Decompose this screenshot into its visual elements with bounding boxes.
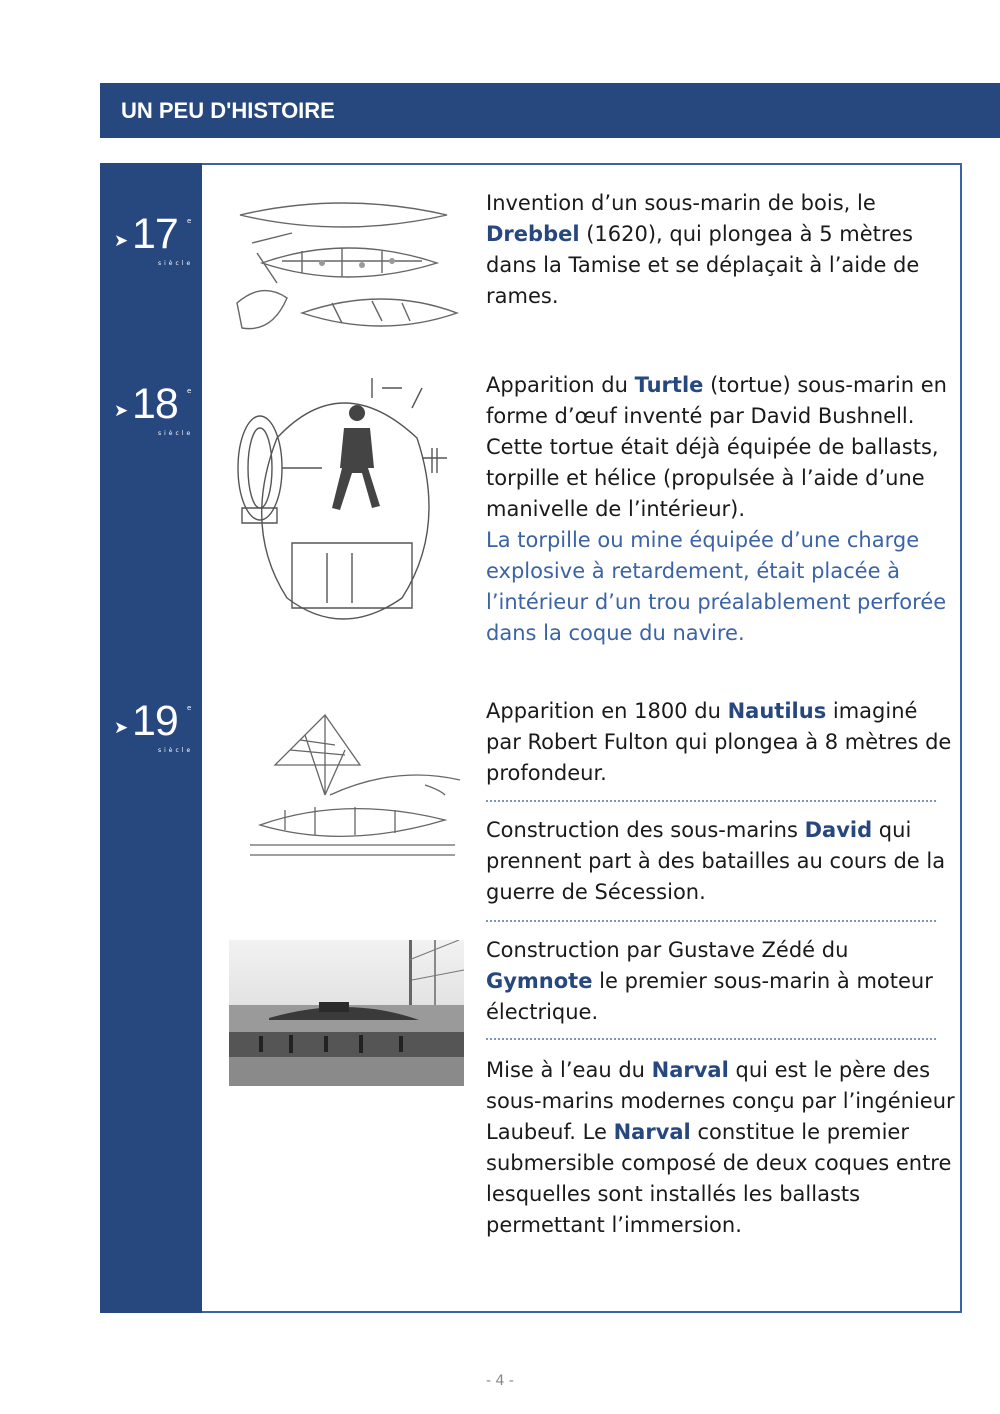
entry-text-part: (1620), qui plongea à 5 mètres dans la Tamise et se déplaçait à l’aide de rames. <box>486 222 920 308</box>
nautilus-illustration <box>245 695 465 870</box>
entry-text-part: Construction par Gustave Zédé du <box>486 938 849 962</box>
entry-text-part: Apparition en 1800 du <box>486 699 728 723</box>
highlight-name: David <box>804 818 873 842</box>
dotted-divider <box>486 1038 936 1040</box>
entry-text <box>486 935 956 1028</box>
entry-text <box>486 696 956 789</box>
highlight-name: Narval <box>613 1120 691 1144</box>
century-number: 17 <box>132 210 178 258</box>
entry-david <box>486 815 956 908</box>
highlight-name: Narval <box>651 1058 729 1082</box>
highlight-name: Gymnote <box>486 969 593 993</box>
entry-text <box>486 815 956 908</box>
entry-text-part: constitue le premier submersible composé de deux coques entre lesquelles sont installés les ballasts permettant l’immersion. <box>486 1120 952 1237</box>
page-number: - 4 - <box>486 1373 514 1389</box>
century-sidebar <box>100 163 202 1313</box>
entry-text-part: Construction des sous-marins <box>486 818 805 842</box>
century-number: 19 <box>132 697 178 745</box>
drebbel-illustration <box>232 193 464 343</box>
section-title: UN PEU D'HISTOIRE <box>121 98 335 123</box>
entry-turtle <box>486 370 956 649</box>
entry-text-part: qui est le père des sous-marins modernes conçu par l’ingénieur Laubeuf. Le <box>486 1058 955 1144</box>
entry-text <box>486 370 956 525</box>
entry-text <box>486 1055 956 1241</box>
entry-text-part: qui prennent part à des batailles au cours de la guerre de Sécession. <box>486 818 946 904</box>
entry-gymnote <box>486 935 956 1028</box>
entry-text-part: Invention d’un sous-marin de bois, le <box>486 191 876 215</box>
arrow-icon: ➤ <box>114 231 129 251</box>
dotted-divider <box>486 920 936 922</box>
century-superscript: e <box>187 704 192 712</box>
arrow-icon: ➤ <box>114 401 129 421</box>
century-superscript: e <box>187 217 192 225</box>
entry-drebbel <box>486 188 956 312</box>
century-superscript: e <box>187 387 192 395</box>
gymnote-photo <box>229 940 464 1086</box>
highlight-name: Turtle <box>634 373 704 397</box>
century-label: siècle <box>158 260 194 267</box>
highlight-name: Nautilus <box>727 699 827 723</box>
turtle-illustration <box>232 378 452 638</box>
entry-text <box>486 188 956 312</box>
entry-text-part: imaginé par Robert Fulton qui plongea à 8 mètres de profondeur. <box>486 699 952 785</box>
entry-text-part: Mise à l’eau du <box>486 1058 652 1082</box>
entry-text-part: le premier sous-marin à moteur électrique. <box>486 969 933 1024</box>
entry-narval <box>486 1055 956 1241</box>
century-label: siècle <box>158 430 194 437</box>
section-header <box>100 83 1000 138</box>
entry-text-part: Apparition du <box>486 373 635 397</box>
entry-nautilus <box>486 696 956 789</box>
century-number: 18 <box>132 380 178 428</box>
century-label: siècle <box>158 747 194 754</box>
entry-text-part: (tortue) sous-marin en forme d’œuf inventé par David Bushnell. Cette tortue était déjà équipée de ballasts, torpille et hélice (propulsée à l’aide d’une manivelle de l’intérieur). <box>486 373 947 521</box>
arrow-icon: ➤ <box>114 718 129 738</box>
entry-note: La torpille ou mine équipée d’une charge explosive à retardement, était placée à l’intérieur d’un trou préalablement perforée dans la coque du navire. <box>486 528 947 645</box>
dotted-divider <box>486 800 936 802</box>
highlight-name: Drebbel <box>486 222 580 246</box>
